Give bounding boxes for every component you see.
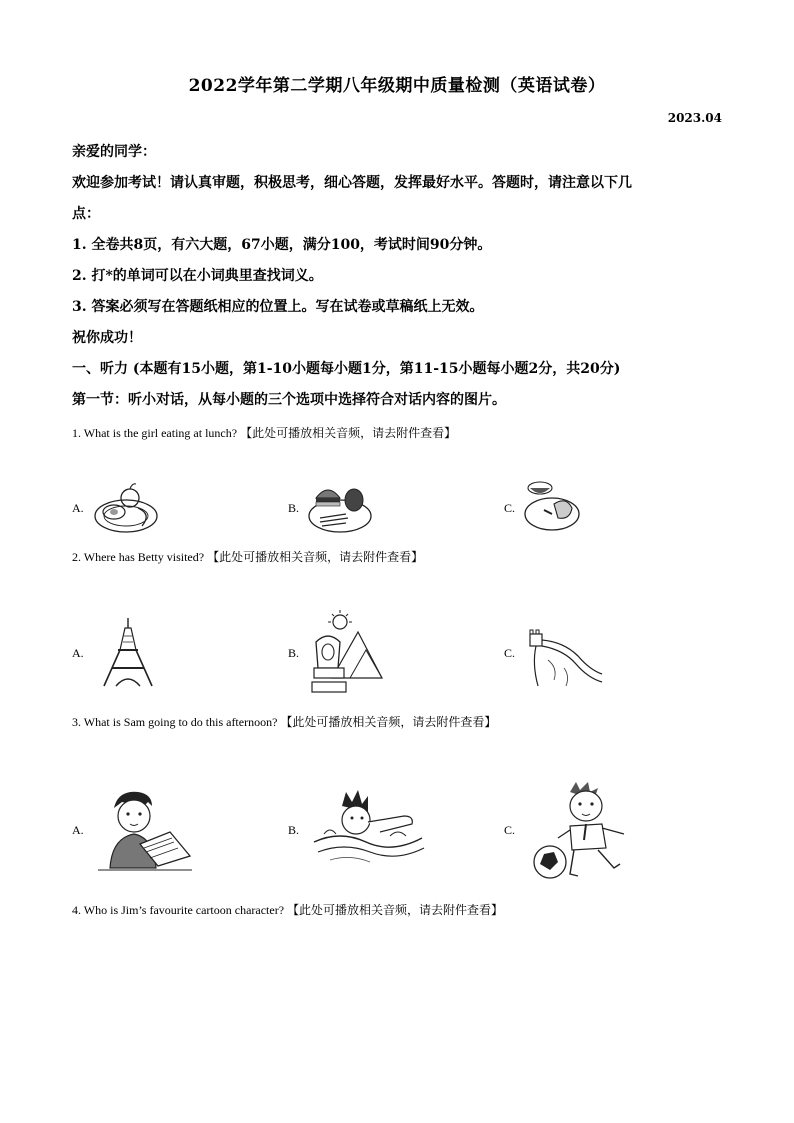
question-2: 2. Where has Betty visited? 【此处可播放相关音频，请去附件查看】 xyxy=(72,550,424,564)
note-1: 1. 全卷共8页，有六大题，67小题，满分100，考试时间90分钟。 xyxy=(72,237,492,253)
fruit-plate-icon xyxy=(92,478,160,536)
boy-reading-icon xyxy=(94,784,192,874)
welcome-text: 欢迎参加考试！请认真审题，积极思考，细心答题，发挥最好水平。答题时，请注意以下几 xyxy=(72,175,632,191)
q1-option-a-label: A. xyxy=(72,501,84,515)
question-1: 1. What is the girl eating at lunch? 【此处可播放相关音频，请去附件查看】 xyxy=(72,426,457,440)
question-4: 4. Who is Jim’s favourite cartoon character? 【此处可播放相关音频，请去附件查看】 xyxy=(72,903,504,917)
exam-date: 2023.04 xyxy=(667,111,722,125)
question-3: 3. What is Sam going to do this afternoon? 【此处可播放相关音频，请去附件查看】 xyxy=(72,715,497,729)
q3-option-a-label: A. xyxy=(72,823,84,837)
note-2: 2. 打*的单词可以在小词典里查找词义。 xyxy=(72,268,323,284)
great-wall-icon xyxy=(518,620,604,690)
wish: 祝你成功！ xyxy=(72,330,142,346)
sphinx-pyramids-icon xyxy=(302,608,384,696)
q1-option-b-label: B. xyxy=(288,501,300,515)
boy-swimming-icon xyxy=(310,786,426,866)
page-title: 2022学年第二学期八年级期中质量检测（英语试卷） xyxy=(188,76,606,96)
note-3: 3. 答案必须写在答题纸相应的位置上。写在试卷或草稿纸上无效。 xyxy=(72,299,484,315)
q2-option-a-label: A. xyxy=(72,646,84,660)
boy-football-icon xyxy=(528,778,638,884)
q1-option-c-label: C. xyxy=(504,501,516,515)
chicken-rice-plate-icon xyxy=(520,474,582,536)
greeting: 亲爱的同学： xyxy=(72,144,156,160)
q3-option-c-label: C. xyxy=(504,823,516,837)
q3-option-b-label: B. xyxy=(288,823,300,837)
section-part-one: 第一节：听小对话，从每小题的三个选项中选择符合对话内容的图片。 xyxy=(72,392,506,408)
welcome-text-cont: 点： xyxy=(72,206,100,222)
section-heading: 一、听力 (本题有15小题，第1-10小题每小题1分，第11-15小题每小题2分，共20分) xyxy=(72,361,621,377)
q2-option-c-label: C. xyxy=(504,646,516,660)
q2-option-b-label: B. xyxy=(288,646,300,660)
eiffel-tower-icon xyxy=(98,616,158,688)
burger-plate-icon xyxy=(306,478,374,536)
